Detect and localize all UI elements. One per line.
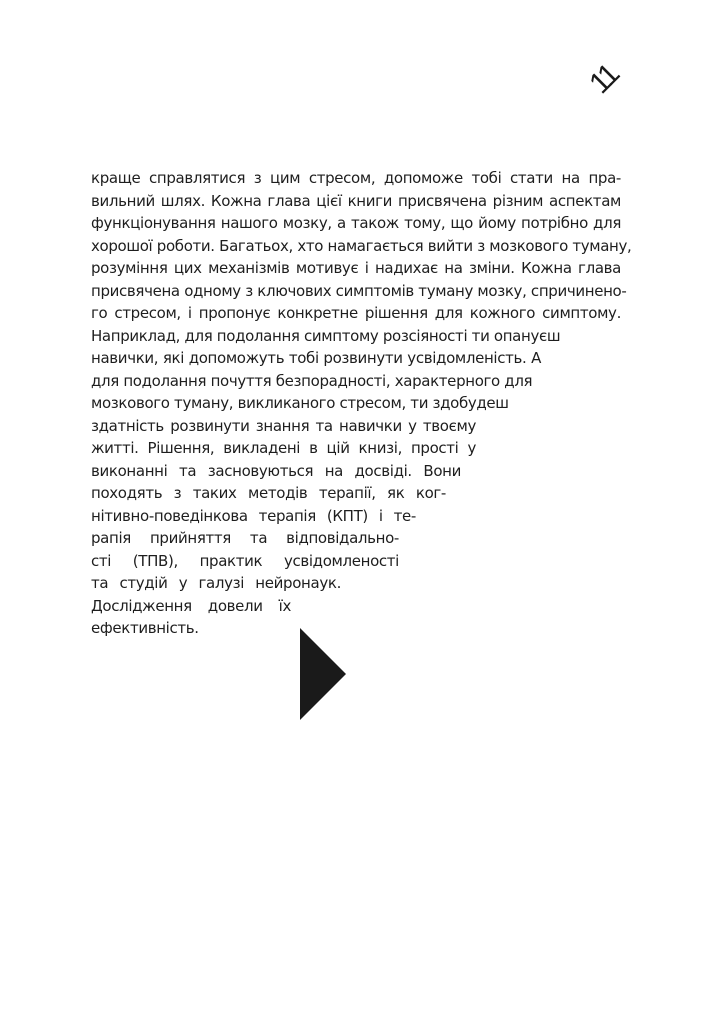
text-line: мозкового туману, викликаного стресом, ти здобудеш — [91, 394, 509, 412]
body-paragraph — [91, 167, 632, 640]
text-line: вильний шлях. Кожна глава цієї книги присвячена різним аспектам — [91, 191, 621, 210]
text-line: Наприклад, для подолання симптому розсіяності ти опануєш — [91, 326, 561, 345]
text-line: Дослідження довели їх — [91, 596, 291, 615]
text-line: сті (ТПВ), практик усвідомленості — [91, 551, 399, 570]
text-line: хорошої роботи. Багатьох, хто намагається вийти з мозкового туману, — [91, 236, 632, 255]
text-line: та студій у галузі нейронаук. — [91, 574, 341, 592]
text-line: здатність розвинути знання та навички у твоєму — [91, 416, 476, 435]
text-line: ефективність. — [91, 619, 199, 637]
right-pointing-triangle-icon — [300, 628, 346, 720]
text-line: для подолання почуття безпорадності, характерного для — [91, 371, 533, 390]
text-line: функціонування нашого мозку, а також тому, що йому потрібно для — [91, 214, 621, 232]
text-line: виконанні та засновуються на досвіді. Вони — [91, 461, 461, 480]
text-line: нітивно-поведінкова терапія (КПТ) і те- — [91, 506, 416, 525]
text-line: житті. Рішення, викладені в цій книзі, прості у — [91, 439, 476, 457]
text-line: рапія прийняття та відповідально- — [91, 529, 399, 547]
page-number: 11 — [583, 59, 625, 101]
text-line: краще справлятися з цим стресом, допоможе тобі стати на пра- — [91, 169, 621, 187]
text-line: походять з таких методів терапії, як ког- — [91, 484, 446, 502]
text-line: присвячена одному з ключових симптомів туману мозку, спричинено- — [91, 281, 627, 300]
text-line: го стресом, і пропонує конкретне рішення для кожного симптому. — [91, 304, 621, 322]
text-line: навички, які допоможуть тобі розвинути усвідомленість. А — [91, 349, 541, 367]
triangle-shape — [300, 628, 346, 720]
text-line: розуміння цих механізмів мотивує і надихає на зміни. Кожна глава — [91, 259, 621, 277]
